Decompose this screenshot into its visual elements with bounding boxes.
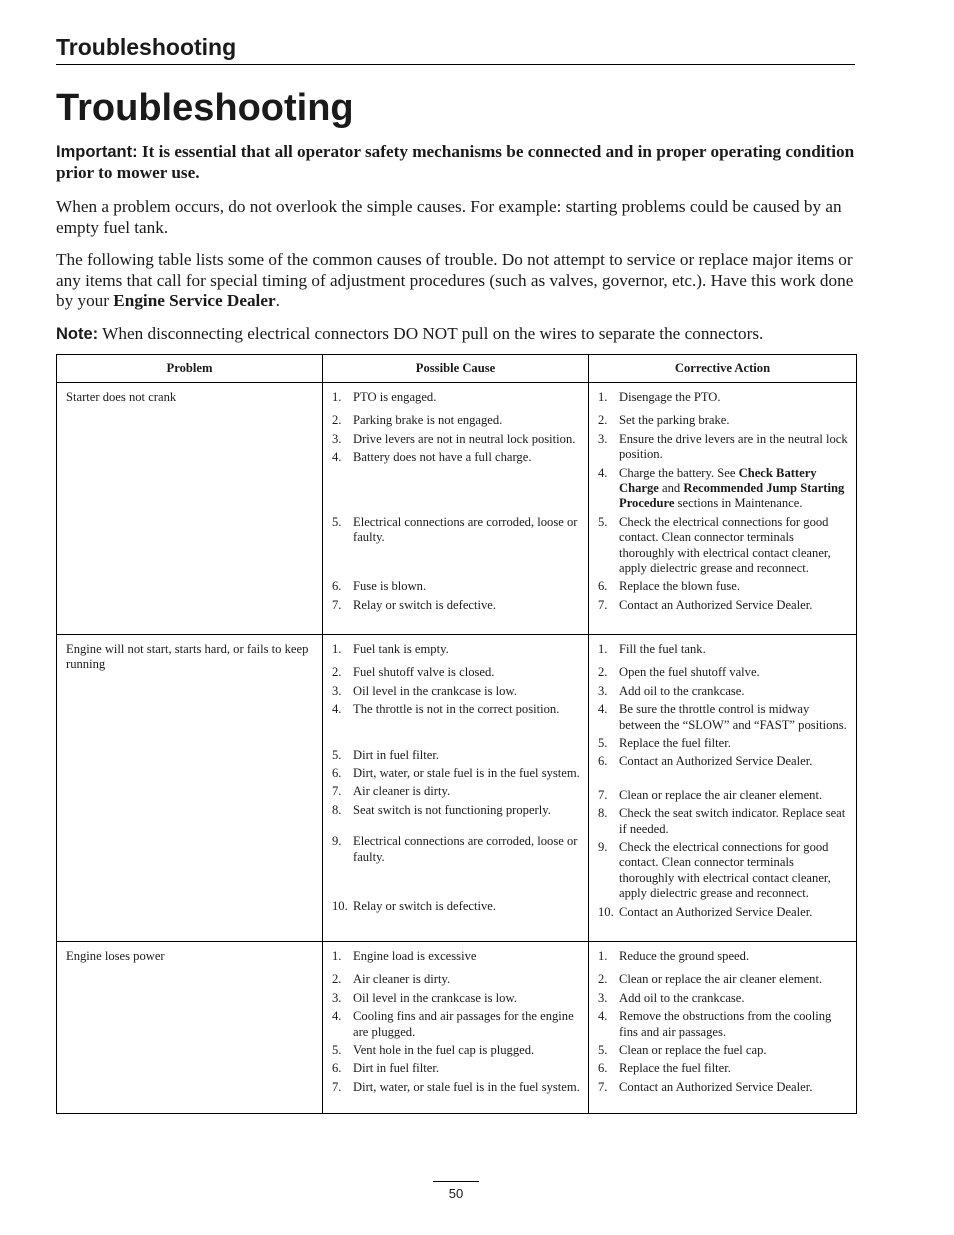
- section-header: Troubleshooting: [56, 32, 855, 65]
- table-row: [57, 942, 857, 1114]
- item-number: 3.: [332, 431, 342, 446]
- item-text: Engine load is excessive: [353, 949, 477, 963]
- list-item: [332, 784, 580, 799]
- item-number: 5.: [598, 514, 608, 529]
- item-text: Vent hole in the fuel cap is plugged.: [353, 1043, 535, 1058]
- item-number: 8.: [598, 806, 608, 821]
- item-number: 5.: [332, 747, 342, 762]
- item-number: 5.: [598, 1043, 608, 1058]
- item-number: 4.: [332, 1009, 342, 1024]
- item-number: 6.: [332, 1061, 342, 1076]
- item-number: 3.: [598, 990, 608, 1005]
- item-text: Add oil to the crankcase.: [619, 683, 745, 698]
- item-number: 1.: [332, 642, 342, 656]
- item-number: 7.: [598, 1079, 608, 1094]
- list-item: [598, 991, 848, 1006]
- list-item: [598, 665, 848, 680]
- item-number: 3.: [598, 431, 608, 446]
- item-text: Oil level in the crankcase is low.: [353, 990, 517, 1005]
- important-notice: [56, 142, 856, 183]
- list-item: [332, 834, 580, 865]
- item-number: 4.: [598, 702, 608, 717]
- item-number: 10.: [332, 899, 348, 914]
- list-item: [598, 1080, 848, 1095]
- list-item: [332, 899, 580, 914]
- item-text: Air cleaner is dirty.: [353, 784, 451, 799]
- item-text: Clean or replace the air cleaner element.: [619, 787, 823, 802]
- item-number: 9.: [332, 834, 342, 849]
- item-text: Oil level in the crankcase is low.: [353, 683, 517, 698]
- item-number: 2.: [332, 413, 342, 428]
- item-number: 2.: [598, 665, 608, 680]
- list-item: [332, 450, 580, 465]
- item-text: Relay or switch is defective.: [353, 597, 497, 612]
- service-paragraph: [56, 250, 856, 312]
- list-item: [332, 413, 580, 428]
- item-text: Check the electrical connections for good contact. Clean connector terminals thoroughly with electrical contact cleaner, apply dielectric grease and reconnect.: [619, 840, 831, 901]
- list-item: [332, 642, 580, 657]
- list-item: [598, 1061, 848, 1076]
- list-item: [598, 754, 848, 769]
- action-cell: [589, 942, 857, 1114]
- list-item: [332, 702, 580, 717]
- header-possible-cause: Possible Cause: [323, 355, 589, 383]
- item-number: 1.: [332, 949, 342, 963]
- list-item: [332, 803, 580, 818]
- item-number: 2.: [332, 972, 342, 987]
- note-label: Note:: [56, 325, 99, 343]
- item-text: Dirt, water, or stale fuel is in the fuel system.: [353, 1079, 580, 1094]
- list-item: [332, 390, 580, 405]
- list-item: [332, 1061, 580, 1076]
- list-item: [598, 466, 848, 512]
- item-text: Replace the fuel filter.: [619, 1061, 731, 1076]
- item-number: 2.: [332, 665, 342, 680]
- troubleshooting-table: [56, 354, 857, 1114]
- item-text: Electrical connections are corroded, loose or faulty.: [353, 514, 578, 545]
- problem-cell: Starter does not crank: [57, 383, 323, 635]
- list-item: [332, 766, 580, 781]
- item-text: Set the parking brake.: [619, 413, 730, 428]
- item-text: Be sure the throttle control is midway between the “SLOW” and “FAST” positions.: [619, 702, 847, 732]
- table-row: [57, 635, 857, 942]
- item-number: 2.: [598, 972, 608, 987]
- list-item: [332, 972, 580, 987]
- item-number: 5.: [598, 736, 608, 751]
- item-text: Open the fuel shutoff valve.: [619, 665, 760, 680]
- cause-cell: [323, 383, 589, 635]
- list-item: [332, 432, 580, 447]
- list-item: [332, 1009, 580, 1040]
- page-title: Troubleshooting: [56, 87, 354, 129]
- item-number: 9.: [598, 840, 608, 855]
- list-item: [598, 702, 848, 733]
- item-text: Seat switch is not functioning properly.: [353, 802, 551, 817]
- intro-paragraph: When a problem occurs, do not overlook the simple causes. For example: starting problems could be caused by an empty fuel tank.: [56, 197, 842, 237]
- item-number: 1.: [598, 390, 608, 404]
- item-text: Ensure the drive levers are in the neutral lock position.: [619, 431, 848, 462]
- action-cell: [589, 635, 857, 942]
- item-text: Replace the blown fuse.: [619, 579, 740, 594]
- item-number: 2.: [598, 413, 608, 428]
- item-number: 6.: [332, 766, 342, 781]
- item-text: Fuse is blown.: [353, 579, 427, 594]
- item-text: Replace the fuel filter.: [619, 736, 731, 751]
- item-number: 6.: [598, 579, 608, 594]
- list-item: [332, 684, 580, 699]
- action-cell: [589, 383, 857, 635]
- item-number: 7.: [332, 784, 342, 799]
- item-number: 1.: [598, 642, 608, 656]
- item-number: 1.: [598, 949, 608, 963]
- item-number: 3.: [332, 683, 342, 698]
- list-item: [598, 840, 848, 902]
- list-item: [332, 579, 580, 594]
- item-number: 3.: [332, 990, 342, 1005]
- list-item: [598, 806, 848, 837]
- item-text: Fuel shutoff valve is closed.: [353, 665, 495, 680]
- jump-starting-ref: Recommended Jump Starting Procedure: [619, 481, 845, 511]
- item-number: 6.: [332, 579, 342, 594]
- service-paragraph-end: .: [275, 291, 280, 310]
- list-item: [332, 1043, 580, 1058]
- item-number: 4.: [598, 465, 608, 480]
- item-text: Clean or replace the air cleaner element.: [619, 972, 823, 987]
- note-text: When disconnecting electrical connectors DO NOT pull on the wires to separate the connectors.: [102, 324, 764, 343]
- list-item: [332, 665, 580, 680]
- item-number: 3.: [598, 683, 608, 698]
- table-row: [57, 383, 857, 635]
- item-text: Reduce the ground speed.: [619, 949, 750, 963]
- list-item: [598, 905, 848, 920]
- item-text: Air cleaner is dirty.: [353, 972, 451, 987]
- cause-cell: [323, 635, 589, 942]
- list-item: [332, 748, 580, 763]
- list-item: [332, 598, 580, 613]
- item-number: 4.: [332, 702, 342, 717]
- item-text: Check the seat switch indicator. Replace seat if needed.: [619, 806, 846, 836]
- important-text: It is essential that all operator safety mechanisms be connected and in proper operating condition prior to mower use.: [56, 142, 855, 182]
- engine-service-dealer: Engine Service Dealer: [113, 291, 276, 310]
- list-item: [598, 949, 848, 964]
- item-number: 6.: [598, 1061, 608, 1076]
- item-text: Dirt in fuel filter.: [353, 1061, 440, 1076]
- item-number: 7.: [332, 1079, 342, 1094]
- list-item: [598, 579, 848, 594]
- problem-cell: Engine loses power: [57, 942, 323, 1114]
- header-corrective-action: Corrective Action: [589, 355, 857, 383]
- list-item: [598, 515, 848, 577]
- item-text: Add oil to the crankcase.: [619, 990, 745, 1005]
- note-notice: [56, 324, 856, 345]
- list-item: [598, 1009, 848, 1040]
- list-item: [598, 972, 848, 987]
- item-text: Fuel tank is empty.: [353, 642, 449, 656]
- page-number: 50: [433, 1181, 479, 1201]
- item-number: 1.: [332, 390, 342, 404]
- item-number: 6.: [598, 754, 608, 769]
- item-text: Clean or replace the fuel cap.: [619, 1043, 767, 1058]
- item-text: Check the electrical connections for good contact. Clean connector terminals thoroughly with electrical contact cleaner, apply dielectric grease and reconnect.: [619, 514, 831, 576]
- item-text: Contact an Authorized Service Dealer.: [619, 754, 813, 769]
- item-text: Fill the fuel tank.: [619, 642, 706, 656]
- list-item: [332, 949, 580, 964]
- item-number: 7.: [332, 597, 342, 612]
- item-number: 10.: [598, 904, 614, 919]
- item-text-part: Charge the battery. See: [619, 465, 739, 480]
- item-text: Parking brake is not engaged.: [353, 413, 503, 428]
- item-text: Electrical connections are corroded, loose or faulty.: [353, 834, 578, 864]
- item-text: Dirt, water, or stale fuel is in the fuel system.: [353, 766, 580, 781]
- item-text: Dirt in fuel filter.: [353, 747, 440, 762]
- cause-cell: [323, 942, 589, 1114]
- item-number: 4.: [598, 1009, 608, 1024]
- item-text: Contact an Authorized Service Dealer.: [619, 597, 813, 612]
- item-text: Disengage the PTO.: [619, 390, 721, 404]
- item-text: Cooling fins and air passages for the engine are plugged.: [353, 1009, 574, 1039]
- list-item: [332, 515, 580, 546]
- item-text: Remove the obstructions from the cooling fins and air passages.: [619, 1009, 832, 1039]
- item-number: 8.: [332, 802, 342, 817]
- item-number: 5.: [332, 1043, 342, 1058]
- important-label: Important:: [56, 143, 138, 161]
- item-text: The throttle is not in the correct position.: [353, 702, 560, 717]
- item-text: Contact an Authorized Service Dealer.: [619, 1079, 813, 1094]
- problem-cell: Engine will not start, starts hard, or fails to keep running: [57, 635, 323, 942]
- service-paragraph-text: The following table lists some of the common causes of trouble. Do not attempt to service or replace major items or any items that call for special timing of adjustment procedures (such as valves, governor, etc.). Have this work done by your: [56, 250, 854, 310]
- list-item: [332, 991, 580, 1006]
- check-battery-charge-ref: Check Battery Charge: [619, 465, 817, 496]
- item-text: PTO is engaged.: [353, 390, 437, 404]
- list-item: [598, 1043, 848, 1058]
- table-header-row: [57, 355, 857, 383]
- item-number: 7.: [598, 597, 608, 612]
- item-text: Relay or switch is defective.: [353, 899, 497, 914]
- item-text-part: sections in Maintenance.: [674, 496, 803, 511]
- list-item: [598, 390, 848, 405]
- item-number: 7.: [598, 787, 608, 802]
- item-text-part: and: [658, 481, 684, 496]
- list-item: [332, 1080, 580, 1095]
- list-item: [598, 432, 848, 463]
- list-item: [598, 598, 848, 613]
- item-text: Contact an Authorized Service Dealer.: [619, 904, 813, 919]
- list-item: [598, 736, 848, 751]
- list-item: [598, 788, 848, 803]
- list-item: [598, 684, 848, 699]
- item-number: 4.: [332, 450, 342, 465]
- list-item: [598, 642, 848, 657]
- item-text: Drive levers are not in neutral lock position.: [353, 431, 576, 446]
- item-text: Battery does not have a full charge.: [353, 450, 532, 465]
- header-problem: Problem: [57, 355, 323, 383]
- item-text: [619, 466, 848, 512]
- item-number: 5.: [332, 514, 342, 529]
- list-item: [598, 413, 848, 428]
